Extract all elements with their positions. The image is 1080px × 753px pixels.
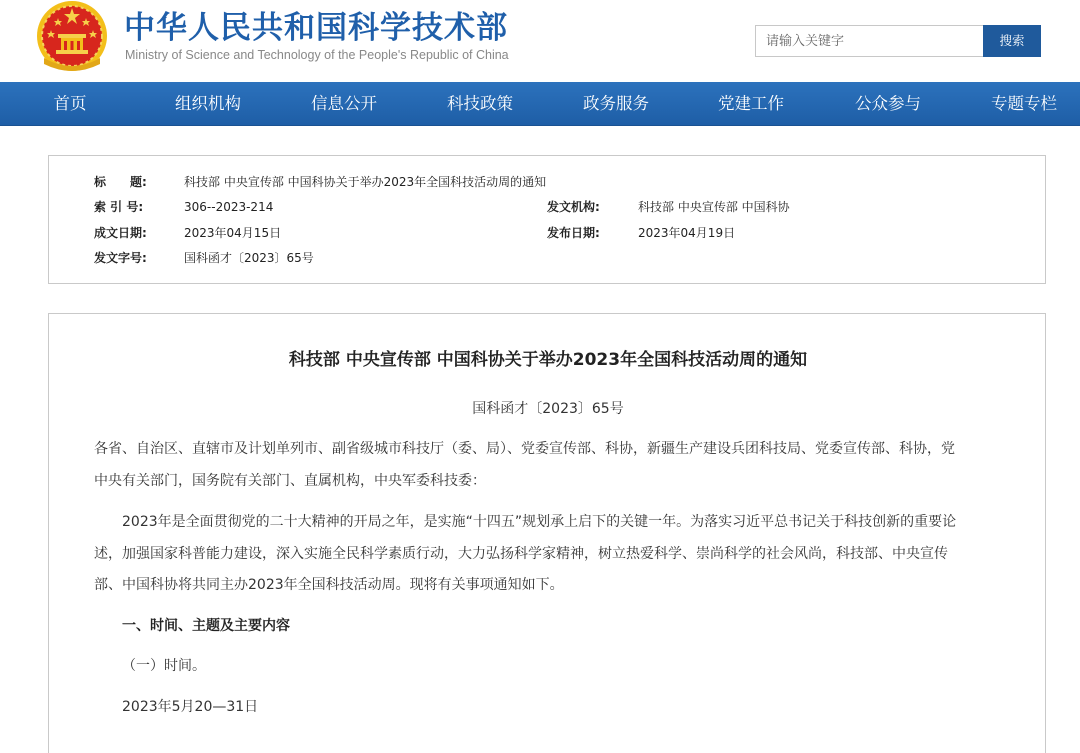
nav-item-party[interactable]: 党建工作 <box>718 94 784 113</box>
site-title: 中华人民共和国科学技术部 <box>124 10 508 46</box>
site-subtitle: Ministry of Science and Technology of the People's Republic of China <box>125 48 509 62</box>
nav-item-information[interactable]: 信息公开 <box>311 94 377 113</box>
nav-item-home[interactable]: 首页 <box>53 94 87 113</box>
info-publish-label: 发布日期: <box>547 226 600 240</box>
nav-item-organization[interactable]: 组织机构 <box>175 94 241 113</box>
search-input[interactable] <box>755 25 983 57</box>
info-date-value: 2023年04月15日 <box>184 226 282 240</box>
article-content-box <box>48 313 1046 753</box>
info-issuer-value: 科技部 中央宣传部 中国科协 <box>638 200 790 214</box>
site-header <box>0 0 1080 82</box>
national-emblem-icon <box>36 0 108 72</box>
article-doc-number: 国科函才〔2023〕65号 <box>472 401 624 417</box>
nav-item-services[interactable]: 政务服务 <box>583 94 649 113</box>
body-line-addressees-cont: 中央有关部门，国务院有关部门、直属机构，中央军委科技委： <box>94 473 486 489</box>
nav-item-participation[interactable]: 公众参与 <box>855 94 921 113</box>
info-index-value: 306--2023-214 <box>184 200 274 214</box>
body-line-paragraph: 述，加强国家科普能力建设，深入实施全民科学素质行动，大力弘扬科学家精神，树立热爱科学、崇尚科学的社会风尚，科技部、中央宣传 <box>94 546 948 562</box>
info-title-label: 标 题: <box>94 175 147 189</box>
info-date-label: 成文日期: <box>94 226 147 240</box>
body-line-date: 2023年5月20—31日 <box>122 699 259 715</box>
body-line-paragraph: 部、中国科协将共同主办2023年全国科技活动周。现将有关事项通知如下。 <box>94 577 564 593</box>
subsection-heading: （一）时间。 <box>122 658 206 674</box>
search-button[interactable]: 搜索 <box>983 25 1041 57</box>
main-nav <box>0 82 1080 126</box>
info-docno-value: 国科函才〔2023〕65号 <box>184 251 314 265</box>
body-line-addressees: 各省、自治区、直辖市及计划单列市、副省级城市科技厅（委、局）、党委宣传部、科协，新疆生产建设兵团科技局、党委宣传部、科协，党 <box>94 441 955 457</box>
info-title-value: 科技部 中央宣传部 中国科协关于举办2023年全国科技活动周的通知 <box>184 175 547 189</box>
info-publish-value: 2023年04月19日 <box>638 226 736 240</box>
section-heading: 一、时间、主题及主要内容 <box>122 618 290 634</box>
article-title: 科技部 中央宣传部 中国科协关于举办2023年全国科技活动周的通知 <box>288 350 808 370</box>
info-issuer-label: 发文机构: <box>547 200 600 214</box>
info-docno-label: 发文字号: <box>94 251 147 265</box>
info-index-label: 索 引 号: <box>94 200 144 214</box>
body-line-paragraph: 2023年是全面贯彻党的二十大精神的开局之年，是实施“十四五”规划承上启下的关键一年。为落实习近平总书记关于科技创新的重要论 <box>122 514 957 530</box>
nav-item-policy[interactable]: 科技政策 <box>447 94 513 113</box>
nav-item-topics[interactable]: 专题专栏 <box>991 94 1057 113</box>
